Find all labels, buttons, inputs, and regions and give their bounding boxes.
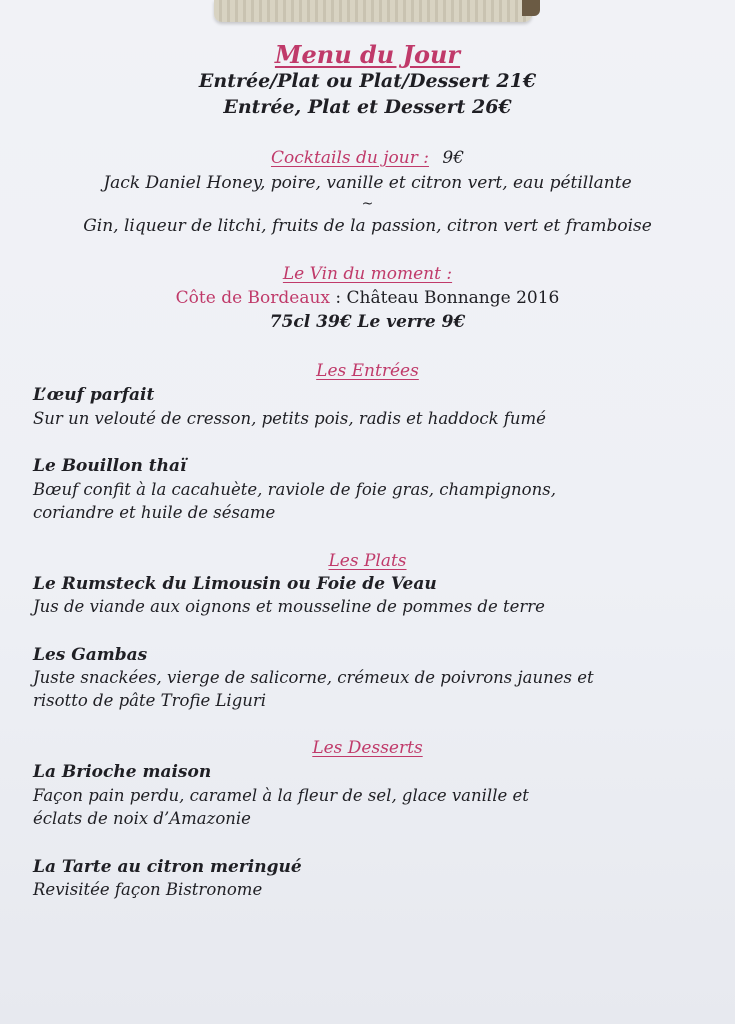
dish-name: Le Rumsteck du Limousin ou Foie de Veau <box>33 574 437 594</box>
wine-region: Côte de Bordeaux <box>175 288 331 308</box>
cocktails-heading: Cocktails du jour : <box>270 148 429 168</box>
paper-clip <box>214 0 532 22</box>
dish-name: L’œuf parfait <box>33 385 155 405</box>
formula-three-courses: Entrée, Plat et Dessert 26€ <box>223 96 512 118</box>
dish-name: Les Gambas <box>33 645 148 665</box>
dish-description: Jus de viande aux oignons et mousseline de pommes de terre <box>33 597 545 616</box>
formula-two-courses: Entrée/Plat ou Plat/Dessert 21€ <box>198 70 537 92</box>
dish-description: Sur un velouté de cresson, petits pois, radis et haddock fumé <box>33 409 546 428</box>
plats-heading: Les Plats <box>328 551 407 571</box>
wine-prices: 75cl 39€ Le verre 9€ <box>269 312 466 332</box>
dish-description: coriandre et huile de sésame <box>33 503 276 522</box>
cocktails-header <box>0 148 735 168</box>
cocktail-1: Jack Daniel Honey, poire, vanille et citron vert, eau pétillante <box>103 173 632 193</box>
cocktail-separator: ~ <box>361 196 374 212</box>
dish-description: éclats de noix d’Amazonie <box>33 809 251 828</box>
dish-description: Bœuf confit à la cacahuète, raviole de foie gras, champignons, <box>33 480 556 499</box>
menu-title: Menu du Jour <box>274 40 461 69</box>
dish-description: Juste snackées, vierge de salicorne, crémeux de poivrons jaunes et <box>33 668 594 687</box>
dish-description: Façon pain perdu, caramel à la fleur de sel, glace vanille et <box>33 786 529 805</box>
wine-name: : Château Bonnange 2016 <box>330 288 560 308</box>
dish-name: La Tarte au citron meringué <box>33 857 302 877</box>
entrees-heading: Les Entrées <box>316 361 419 381</box>
dish-name: Le Bouillon thaï <box>33 456 187 476</box>
cocktails-price: 9€ <box>442 148 465 168</box>
cocktail-2: Gin, liqueur de litchi, fruits de la passion, citron vert et framboise <box>83 216 652 236</box>
dish-description: risotto de pâte Trofie Liguri <box>33 691 267 710</box>
wine-heading: Le Vin du moment : <box>282 264 453 284</box>
desserts-heading: Les Desserts <box>312 738 423 758</box>
dish-name: La Brioche maison <box>33 762 212 782</box>
dish-description: Revisitée façon Bistronome <box>33 880 263 899</box>
wine-line <box>0 288 735 308</box>
